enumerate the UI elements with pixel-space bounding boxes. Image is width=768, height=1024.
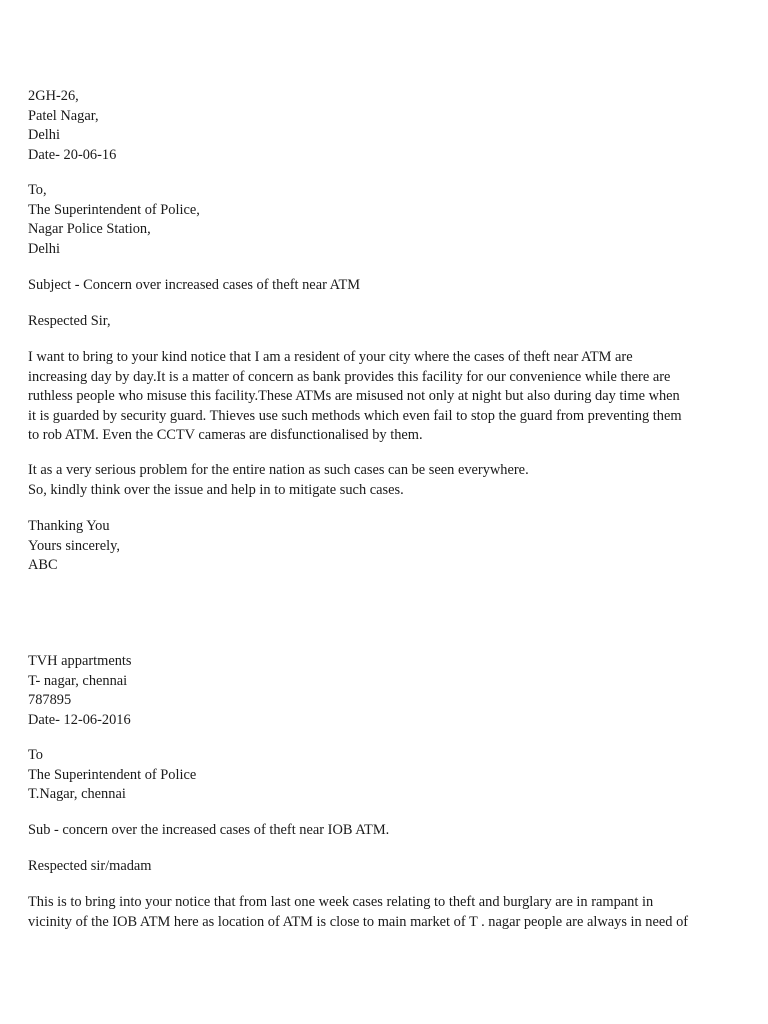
letter1-subject: [28, 276, 744, 296]
subject-line: Sub - concern over the increased cases of theft near IOB ATM.: [28, 822, 390, 838]
body-line: vicinity of the IOB ATM here as location of ATM is close to main market of T . nagar people are always in need of: [28, 913, 689, 930]
recipient-line: The Superintendent of Police: [28, 766, 197, 783]
letter2-recipient: [28, 746, 744, 805]
body-line: to rob ATM. Even the CCTV cameras are disfunctionalised by them.: [28, 427, 423, 443]
letter1-closing-paragraph: [28, 461, 744, 500]
letter2-subject: [28, 821, 744, 841]
recipient-line: Nagar Police Station,: [28, 221, 151, 237]
address-line: T- nagar, chennai: [28, 672, 128, 689]
salutation-line: Respected Sir,: [28, 313, 111, 329]
letter1-recipient: [28, 181, 744, 259]
letter1-body: [28, 348, 744, 446]
address-line: 787895: [28, 692, 72, 708]
letter1-signoff: [28, 517, 744, 576]
body-line: I want to bring to your kind notice that I am a resident of your city where the cases of theft near ATM are: [28, 349, 633, 365]
address-line: TVH appartments: [28, 653, 132, 669]
recipient-line: The Superintendent of Police,: [28, 201, 200, 218]
body-line: This is to bring into your notice that from last one week cases relating to theft and burglary are in rampant in: [28, 894, 654, 910]
body-line: it is guarded by security guard. Thieves use such methods which even fail to stop the guard from preventing them: [28, 407, 682, 424]
body-line: increasing day by day.It is a matter of concern as bank provides this facility for our convenience while there are: [28, 368, 671, 385]
letter-date: Date- 12-06-2016: [28, 711, 131, 728]
signoff-line: Thanking You: [28, 518, 110, 534]
recipient-line: T.Nagar, chennai: [28, 786, 126, 802]
signoff-line: Yours sincerely,: [28, 537, 120, 554]
recipient-line: Delhi: [28, 240, 60, 257]
letter2-salutation: [28, 857, 744, 877]
salutation-line: Respected sir/madam: [28, 858, 152, 874]
letter2-body: [28, 893, 744, 932]
signature-name: ABC: [28, 557, 58, 573]
body-line: ruthless people who misuse this facility.These ATMs are misused not only at night but also during day time when: [28, 388, 680, 404]
recipient-line: To,: [28, 182, 47, 198]
letter1-salutation: [28, 312, 744, 332]
closing-line: So, kindly think over the issue and help in to mitigate such cases.: [28, 481, 404, 498]
recipient-line: To: [28, 747, 43, 763]
address-line: Patel Nagar,: [28, 107, 99, 124]
letter1-sender-address: [28, 87, 744, 165]
closing-line: It as a very serious problem for the entire nation as such cases can be seen everywhere.: [28, 462, 529, 478]
address-line: Delhi: [28, 127, 60, 143]
subject-line: Subject - Concern over increased cases of theft near ATM: [28, 277, 361, 293]
address-line: 2GH-26,: [28, 88, 79, 104]
letter2-sender-address: [28, 652, 744, 730]
letter-date: Date- 20-06-16: [28, 146, 117, 163]
